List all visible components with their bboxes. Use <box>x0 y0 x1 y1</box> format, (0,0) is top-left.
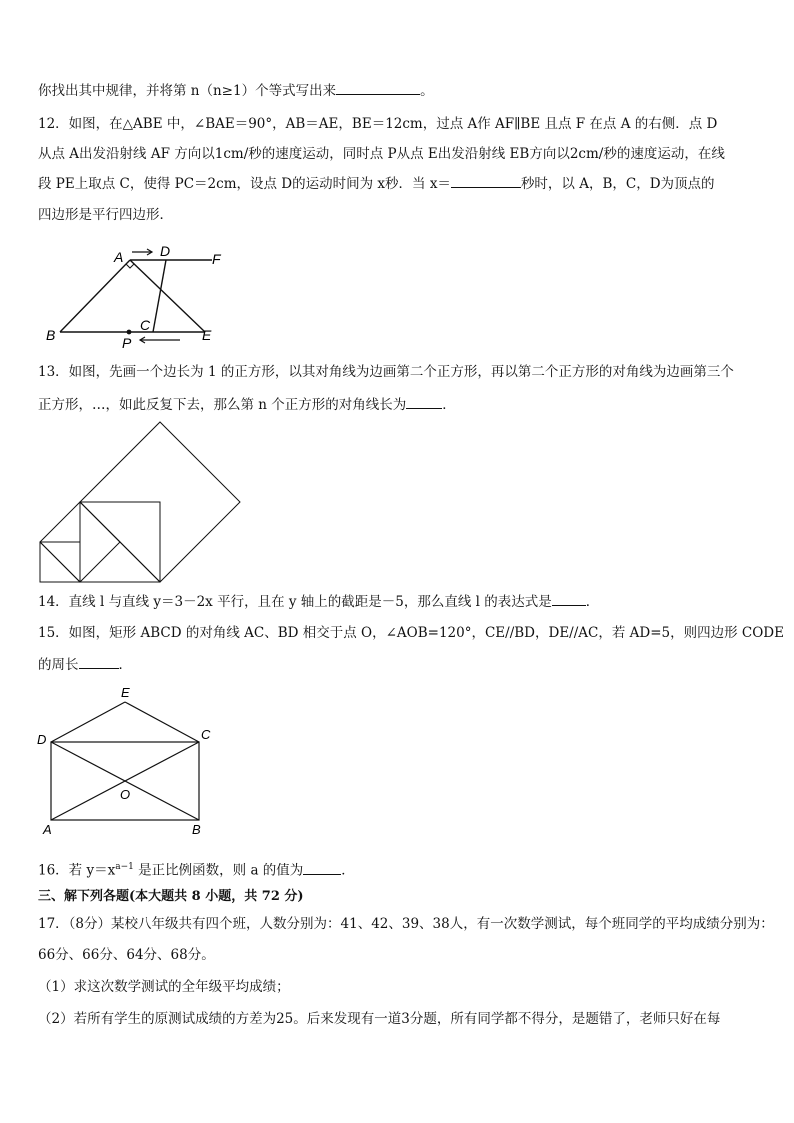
q17-sub2: （2）若所有学生的原测试成绩的方差为25。后来发现有一道3分题，所有同学都不得分，是题错了，老师只好在每 <box>38 1011 721 1027</box>
q13-figure <box>36 420 246 586</box>
q14-line <box>38 593 758 611</box>
q12-label-A: A <box>114 249 124 265</box>
q17-sub1: （1）求这次数学测试的全年级平均成绩； <box>38 979 290 995</box>
q15-line2 <box>38 656 758 674</box>
q12-right-angle-mark <box>126 260 134 268</box>
q15-label-A: A <box>43 822 52 837</box>
q14-end: ． <box>585 594 600 610</box>
q12-point-P <box>127 330 132 335</box>
q12-label-P: P <box>122 335 132 350</box>
q13-line2 <box>38 396 758 414</box>
q12-figure <box>40 240 240 350</box>
q12-label-F: F <box>212 251 221 267</box>
q12-label-D: D <box>160 243 171 259</box>
q15-line2a: 的周长 <box>38 657 79 673</box>
q11-tail-end: 。 <box>420 83 434 99</box>
q16-line <box>38 858 758 880</box>
q13-line1: 13．如图，先画一个边长为 1 的正方形，以其对角线为边画第二个正方形，再以第二个正方形的对角线为边画第三个 <box>38 364 734 380</box>
q16-answer-blank[interactable] <box>303 862 341 875</box>
q11-tail-text: 你找出其中规律，并将第 n（n≥1）个等式写出来 <box>38 83 337 99</box>
q15-answer-blank[interactable] <box>79 656 119 669</box>
q12-line3b: 秒时，以 A，B，C，D为顶点的 <box>520 176 715 192</box>
q16-text-a: 16．若 y＝x <box>38 862 116 879</box>
q12-line3 <box>38 175 758 193</box>
q15-label-C: C <box>201 727 211 742</box>
q12-line1: 12．如图，在△ABE 中，∠BAE＝90°，AB＝AE，BE＝12cm，过点 A作 AF∥BE 且点 F 在点 A 的右侧．点 D <box>38 116 718 132</box>
q12-line-DC <box>153 260 166 332</box>
q12-label-C: C <box>140 317 151 333</box>
q17-line1: 17．（8分）某校八年级共有四个班，人数分别为：41、42、39、38人，有一次数学测试，每个班同学的平均成绩分别为： <box>38 916 774 932</box>
q12-line-AB <box>60 260 130 332</box>
q12-answer-blank[interactable] <box>451 175 521 188</box>
q16-exponent: a−1 <box>115 862 134 872</box>
q16-text-b: 是正比例函数，则 a 的值为 <box>133 862 304 879</box>
q13-line2b: ． <box>442 397 456 413</box>
q15-line1: 15．如图，矩形 ABCD 的对角线 AC、BD 相交于点 O，∠AOB=120°，CE//BD，DE//AC，若 AD=5，则四边形 CODE <box>38 625 784 641</box>
q15-line2b: ． <box>118 657 132 673</box>
q16-end: ． <box>341 862 355 879</box>
q15-figure <box>34 684 224 840</box>
q15-label-E: E <box>121 685 130 700</box>
q12-label-B: B <box>46 327 56 343</box>
q12-label-E: E <box>202 327 212 343</box>
section3-title: 三、解下列各题(本大题共 8 小题，共 72 分) <box>38 889 304 904</box>
q15-label-D: D <box>37 732 47 747</box>
q17-line2: 66分、66分、64分、68分。 <box>38 947 215 963</box>
q11-tail <box>38 82 758 100</box>
q15-label-B: B <box>192 822 201 837</box>
q13-line2a: 正方形，…，如此反复下去，那么第 n 个正方形的对角线长为 <box>38 397 407 413</box>
q12-line2: 从点 A出发沿射线 AF 方向以1cm/秒的速度运动，同时点 P从点 E出发沿射线 EB方向以2cm/秒的速度运动，在线 <box>38 146 725 162</box>
q15-line-CE <box>125 702 199 742</box>
q14-text: 14．直线 l 与直线 y＝3－2x 平行，且在 y 轴上的截距是－5，那么直线 l 的表达式是 <box>38 594 552 610</box>
q12-line4: 四边形是平行四边形． <box>38 207 173 223</box>
q14-answer-blank[interactable] <box>552 593 586 606</box>
q11-answer-blank[interactable] <box>336 82 420 95</box>
q15-line-DE <box>51 702 125 742</box>
q15-label-O: O <box>120 787 131 802</box>
q12-line3a: 段 PE上取点 C，使得 PC＝2cm，设点 D的运动时间为 x秒．当 x＝ <box>38 176 451 192</box>
q13-answer-blank[interactable] <box>406 396 442 409</box>
